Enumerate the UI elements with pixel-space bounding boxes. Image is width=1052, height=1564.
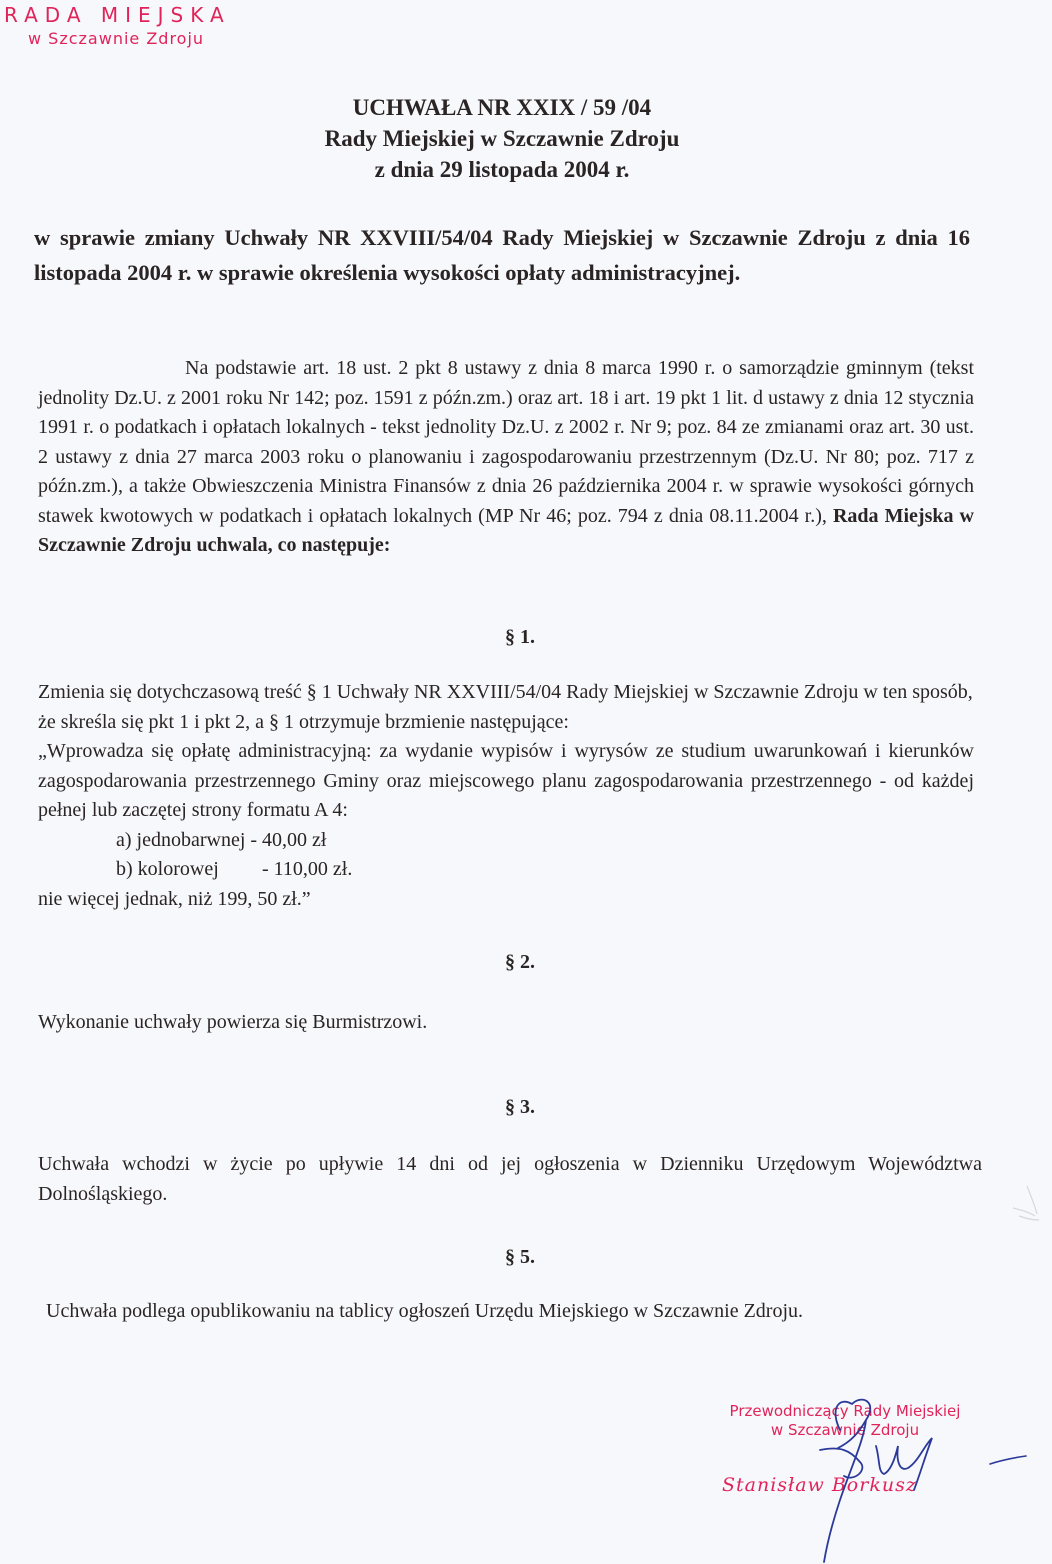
legal-basis-paragraph [38,354,974,561]
handwritten-signature [780,1390,1030,1564]
stamp-line-1: RADA MIEJSKA [4,3,231,27]
legal-basis-resolution: Rada Miejska w Szczawnie Zdroju uchwala, co następuje: [38,504,974,556]
fee-item-label: b) kolorowej [116,858,219,880]
council-stamp [4,2,231,50]
section-1-heading: § 1. [505,626,535,648]
fee-item-value: 40,00 zł [262,828,327,851]
chairman-stamp-line-1: Przewodniczący Rady Miejskiej [729,1402,961,1420]
stamp-line-2: w Szczawnie Zdroju [28,29,205,48]
subject-heading: w sprawie zmiany Uchwały NR XXVIII/54/04 Rady Miejskiej w Szczawnie Zdroju z dnia 16 listopada 2004 r. w sprawie określenia wysokości opłaty administracyjnej. [34,225,970,285]
fee-limit: nie więcej jednak, niż 199, 50 zł.” [38,887,311,910]
section-1-quote: „Wprowadza się opłatę administracyjną: za wydanie wypisów i wyrysów ze studium uwarunkowań i kierunków zagospodarowania przestrzennego Gminy oraz miejscowego planu zagospodarowania przestrzennego - od każdej pełnej lub zaczętej strony formatu A 4: [38,740,974,821]
fee-item-value: - 110,00 zł. [262,858,353,880]
section-3-heading: § 3. [505,1096,535,1118]
title-line-3: z dnia 29 listopada 2004 r. [374,157,630,182]
section-2-text: Wykonanie uchwały powierza się Burmistrzowi. [38,1011,428,1033]
section-5-text: Uchwała podlega opublikowaniu na tablicy ogłoszeń Urzędu Miejskiego w Szczawnie Zdroju. [46,1300,804,1322]
section-1-body [38,678,974,914]
section-2-heading: § 2. [505,951,535,973]
chairman-stamp-line-2: w Szczawnie Zdroju [770,1421,920,1439]
fee-item-label: a) jednobarwnej - [116,828,258,851]
title-line-2: Rady Miejskiej w Szczawnie Zdroju [324,126,680,151]
legal-basis-text: Na podstawie art. 18 ust. 2 pkt 8 ustawy z dnia 8 marca 1990 r. o samorządzie gminnym (tekst jednolity Dz.U. z 2001 roku Nr 142; poz. 1591 z późn.zm.) oraz art. 18 i art. 19 pkt 1 lit. d ustawy z dnia 12 stycznia 1991 r. o podatkach i opłatach lokalnych - tekst jednolity Dz.U. z 2002 r. Nr 9; poz. 84 ze zmianami oraz art. 30 ust. 2 ustawy z dnia 27 marca 2003 roku o planowaniu i zagospodarowaniu przestrzennym (Dz.U. Nr 80; poz. 717 z późn.zm.), a także Obwieszczenia Ministra Finansów z dnia 26 października 2004 r. w sprawie wysokości górnych stawek kwotowych w podatkach i opłatach lokalnych (MP Nr 46; poz. 794 z dnia 08.11.2004 r.), [38,357,974,527]
section-1-text: Zmienia się dotychczasową treść § 1 Uchwały NR XXVIII/54/04 Rady Miejskiej w Szczawnie Zdroju w ten sposób, że skreśla się pkt 1 i pkt 2, a § 1 otrzymuje brzmienie następujące: [38,681,973,733]
document-title [0,92,1004,185]
fee-item [38,855,974,885]
section-3-text: Uchwała wchodzi w życie po upływie 14 dni od jej ogłoszenia w Dzienniku Urzędowym Województwa Dolnośląskiego. [38,1153,982,1205]
title-line-1: UCHWAŁA NR XXIX / 59 /04 [352,95,652,120]
fee-item [38,826,974,856]
chairman-name: Stanisław Borkusz [722,1474,917,1496]
paper-mark [1005,1180,1045,1230]
section-5-heading: § 5. [505,1246,535,1268]
